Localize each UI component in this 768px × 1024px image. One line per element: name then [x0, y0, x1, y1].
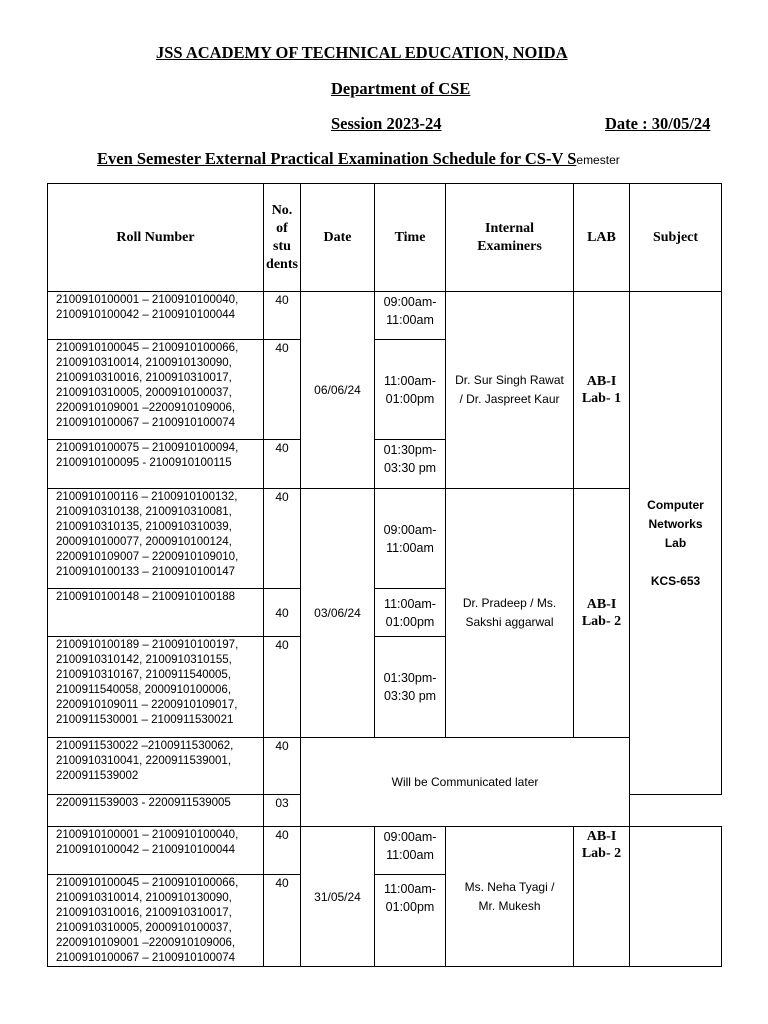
table-row — [48, 738, 722, 795]
subject-empty-cell — [630, 827, 722, 967]
session-label: Session 2023-24 — [331, 114, 442, 133]
schedule-table — [47, 183, 722, 967]
roll-cell: 2100910100001 – 2100910100040, 2100910100042 – 2100910100044 — [48, 292, 264, 340]
header-roll: Roll Number — [48, 184, 264, 292]
header-subject: Subject — [630, 184, 722, 292]
roll-cell: 2100910100116 – 2100910100132, 2100910310138, 2100910310081, 2100910310135, 2100910310039, 2000910100077, 2000910100124, 2200910109007 – 2200910109010, 2100910100133 – 2100910100147 — [48, 489, 264, 589]
subject-cell: Computer Networks Lab KCS-653 — [630, 292, 722, 795]
date-cell: 06/06/24 — [301, 292, 375, 489]
header-students: No. of stu dents — [264, 184, 301, 292]
header-row — [48, 184, 722, 292]
examiner-cell: Dr. Sur Singh Rawat / Dr. Jaspreet Kaur — [446, 292, 574, 489]
count-cell: 40 — [264, 489, 301, 589]
roll-cell: 2100910100045 – 2100910100066, 2100910310014, 2100910130090, 2100910310016, 2100910310017, 2100910310005, 2000910100037, 2200910109001 –2200910109006, 2100910100067 – 2100910100074 — [48, 875, 264, 967]
table-row — [48, 827, 722, 875]
count-cell: 40 — [264, 827, 301, 875]
later-note-cell: Will be Communicated later — [301, 738, 630, 827]
header-lab: LAB — [574, 184, 630, 292]
count-cell: 40 — [264, 292, 301, 340]
time-cell: 09:00am- 11:00am — [375, 292, 446, 340]
count-cell: 03 — [264, 795, 301, 827]
schedule-title-main: Even Semester External Practical Examination Schedule for CS-V S — [97, 149, 577, 168]
time-cell: 09:00am- 11:00am — [375, 489, 446, 589]
date-cell: 03/06/24 — [301, 489, 375, 738]
time-cell: 11:00am- 01:00pm — [375, 340, 446, 440]
roll-cell: 2100910100189 – 2100910100197, 2100910310142, 2100910310155, 2100910310167, 2100911540005, 2100911540058, 2000910100006, 2200910109011 – 2200910109017, 2100911530001 – 2100911530021 — [48, 637, 264, 738]
roll-cell: 2100910100045 – 2100910100066, 2100910310014, 2100910130090, 2100910310016, 2100910310017, 2100910310005, 2000910100037, 2200910109001 –2200910109006, 2100910100067 – 2100910100074 — [48, 340, 264, 440]
lab-cell: AB-I Lab- 1 — [574, 292, 630, 489]
schedule-title — [97, 149, 620, 169]
time-cell: 01:30pm- 03:30 pm — [375, 440, 446, 489]
table-row — [48, 489, 722, 589]
header-date: Date — [301, 184, 375, 292]
time-cell: 01:30pm- 03:30 pm — [375, 637, 446, 738]
roll-cell: 2100910100075 – 2100910100094, 2100910100095 - 2100910100115 — [48, 440, 264, 489]
institution-title: JSS ACADEMY OF TECHNICAL EDUCATION, NOIDA — [156, 43, 568, 62]
time-cell: 11:00am- 01:00pm — [375, 875, 446, 967]
count-cell: 40 — [264, 875, 301, 967]
roll-cell: 2100910100148 – 2100910100188 — [48, 589, 264, 637]
roll-cell: 2100911530022 –2100911530062, 2100910310041, 2200911539001, 2200911539002 — [48, 738, 264, 795]
count-cell: 40 — [264, 589, 301, 637]
roll-cell: 2200911539003 - 2200911539005 — [48, 795, 264, 827]
header-examiners: Internal Examiners — [446, 184, 574, 292]
examiner-cell: Ms. Neha Tyagi / Mr. Mukesh — [446, 827, 574, 967]
date-label: Date : 30/05/24 — [605, 114, 711, 133]
count-cell: 40 — [264, 340, 301, 440]
time-cell: 11:00am- 01:00pm — [375, 589, 446, 637]
table-row — [48, 292, 722, 340]
department-title: Department of CSE — [331, 79, 471, 98]
examiner-cell: Dr. Pradeep / Ms. Sakshi aggarwal — [446, 489, 574, 738]
time-cell: 09:00am- 11:00am — [375, 827, 446, 875]
schedule-title-tail: emester — [576, 153, 620, 167]
date-cell: 31/05/24 — [301, 827, 375, 967]
header-time: Time — [375, 184, 446, 292]
count-cell: 40 — [264, 440, 301, 489]
lab-cell: AB-I Lab- 2 — [574, 827, 630, 967]
lab-cell: AB-I Lab- 2 — [574, 489, 630, 738]
roll-cell: 2100910100001 – 2100910100040, 2100910100042 – 2100910100044 — [48, 827, 264, 875]
count-cell: 40 — [264, 637, 301, 738]
count-cell: 40 — [264, 738, 301, 795]
